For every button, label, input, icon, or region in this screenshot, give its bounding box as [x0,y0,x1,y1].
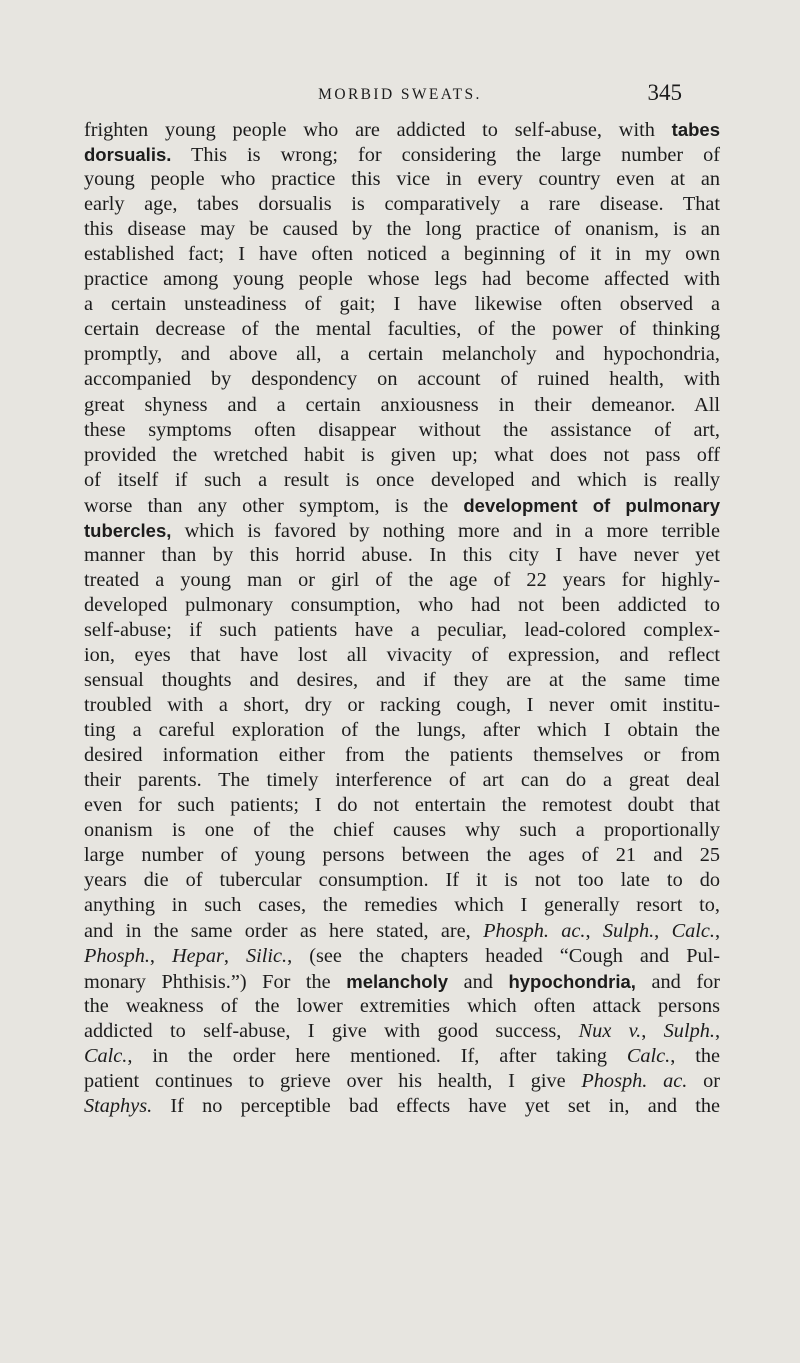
text-line [84,618,720,643]
text-run: which is favored by nothing more and in a more terrible [171,519,720,542]
text-line [84,117,720,142]
text-line [84,1094,720,1119]
text-run: this disease may be caused by the long practice of onanism, is an [84,218,720,241]
text-line [84,167,720,192]
text-run: frighten young people who are addicted to self-abuse, with [84,119,672,141]
text-run: desired information either from the patients themselves or from [84,744,720,767]
text-line [84,919,720,944]
remedy-name: Nux v. [578,1019,642,1042]
text-run: these symptoms often disappear without the assistance of art, [84,418,720,441]
bold-term: development of pulmonary [463,494,720,516]
body-text [84,117,720,1119]
text-line [84,994,720,1019]
text-run: ting a careful exploration of the lungs, after which I obtain the [84,719,720,742]
text-run: and for [635,970,720,993]
text-line [84,292,720,317]
text-line [84,142,720,167]
text-run: promptly, and above all, a certain melancholy and hypochondria, [84,343,720,366]
text-run: , [714,1019,721,1042]
text-run: developed pulmonary consumption, who had not been addicted to [84,593,720,616]
text-run: , [714,919,721,942]
text-line [84,693,720,718]
text-line [84,868,720,893]
text-line [84,593,720,618]
text-run: young people who practice this vice in every country even at an [84,168,720,191]
text-line [84,192,720,217]
text-run: and in the same order as here stated, are, [84,919,484,942]
text-line [84,568,720,593]
text-run: years die of tubercular consumption. If it is not too late to do [84,869,720,892]
running-title: MORBID SWEATS. [318,86,482,103]
page-number: 345 [647,80,682,105]
text-line [84,893,720,918]
text-line [84,843,720,868]
text-run: early age, tabes dorsualis is comparatively a rare disease. That [84,193,720,216]
text-run: troubled with a short, dry or racking cough, I never omit institu- [84,694,720,717]
remedy-name: Phosph. ac. [581,1069,688,1092]
remedy-name: Calc. [626,1044,671,1067]
text-run: manner than by this horrid abuse. In this city I have never yet [84,543,720,566]
text-line [84,969,720,994]
text-line [84,493,720,518]
text-run: treated a young man or girl of the age of 22 years for highly- [84,568,720,591]
text-line [84,1044,720,1069]
text-run: anything in such cases, the remedies which I generally resort to, [84,894,720,917]
text-run: of itself if such a result is once developed and which is really [84,468,720,491]
bold-term: tubercles, [84,519,172,541]
text-run: or [687,1069,721,1092]
text-line [84,242,720,267]
text-run: the weakness of the lower extremities which often attack persons [84,994,720,1017]
text-line [84,768,720,793]
text-run: a certain unsteadiness of gait; I have likewise often observed a [84,293,720,316]
text-line [84,518,720,543]
text-run: If no perceptible bad effects have yet set in, and the [152,1094,720,1117]
text-run: certain decrease of the mental faculties, of the power of thinking [84,318,720,341]
text-run: provided the wretched habit is given up; what does not pass off [84,443,720,466]
text-line [84,418,720,443]
text-run: addicted to self-abuse, I give with good success, [84,1019,579,1042]
remedy-name: Phosph. [84,944,150,967]
text-line [84,543,720,568]
text-line [84,1069,720,1094]
text-run: sensual thoughts and desires, and if they are at the same time [84,669,720,692]
text-run: self-abuse; if such patients have a peculiar, lead-colored complex- [84,618,720,641]
text-line [84,393,720,418]
text-run: , [585,919,603,942]
text-line [84,468,720,493]
text-line [84,818,720,843]
text-line [84,944,720,969]
text-run: accompanied by despondency on account of ruined health, with [84,368,720,391]
text-run: monary Phthisis.”) For the [84,970,347,993]
text-line [84,643,720,668]
text-run: , (see the chapters headed “Cough and Pul- [287,944,721,967]
remedy-name: Staphys. [84,1094,153,1117]
text-run: worse than any other symptom, is the [84,494,464,517]
remedy-name: Calc. [84,1044,128,1067]
text-line [84,743,720,768]
text-line [84,217,720,242]
text-run: , [223,944,246,967]
remedy-name: Silic. [245,944,288,967]
text-run: patient continues to grieve over his health, I give [84,1069,582,1092]
remedy-name: Sulph. [602,919,655,942]
text-run: , in the order here mentioned. If, after taking [127,1044,627,1067]
text-run: established fact; I have often noticed a beginning of it in my own [84,243,720,266]
text-run: , the [670,1044,720,1067]
bold-term: hypochondria, [508,970,636,992]
text-run: , [149,944,173,967]
bold-term: dorsualis. [84,144,172,166]
text-run: practice among young people whose legs had become affected with [84,268,720,291]
running-head [0,80,800,108]
text-run: even for such patients; I do not entertain the remotest doubt that [84,794,720,817]
bold-term: tabes [671,119,720,140]
text-line [84,443,720,468]
remedy-name: Sulph. [663,1019,715,1042]
text-run: , [641,1019,664,1042]
text-run: their parents. The timely interference of art can do a great deal [84,769,720,792]
remedy-name: Hepar [172,944,224,967]
text-run: large number of young persons between the ages of 21 and 25 [84,844,720,867]
text-run: , [654,919,672,942]
text-line [84,793,720,818]
remedy-name: Calc. [671,919,715,942]
text-run: This is wrong; for considering the large number of [171,144,720,167]
text-line [84,668,720,693]
text-line [84,317,720,342]
text-line [84,1019,720,1044]
text-run: onanism is one of the chief causes why such a proportionally [84,819,720,842]
text-run: ion, eyes that have lost all vivacity of expression, and reflect [84,643,720,666]
text-run: great shyness and a certain anxiousness in their demeanor. All [84,393,720,416]
remedy-name: Phosph. ac. [483,919,586,942]
text-line [84,718,720,743]
bold-term: melancholy [346,970,449,992]
text-run: and [448,970,509,993]
text-line [84,342,720,367]
text-line [84,267,720,292]
text-line [84,367,720,392]
